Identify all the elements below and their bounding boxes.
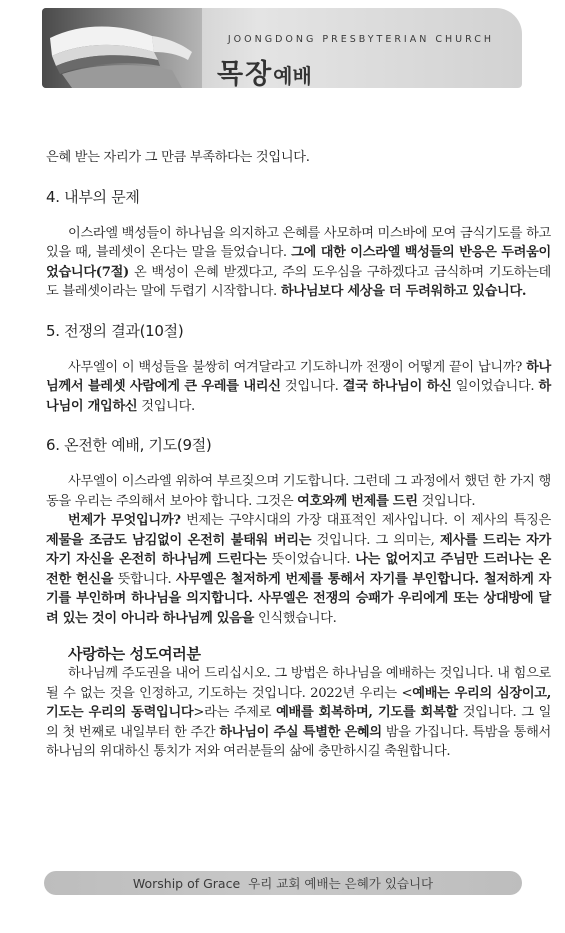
- section-5-heading: 5. 전쟁의 결과(10절): [46, 321, 184, 340]
- footer-banner: [44, 871, 522, 895]
- church-name: JOONGDONG PRESBYTERIAN CHURCH: [227, 34, 494, 45]
- page-title-sub: 예배: [273, 64, 312, 88]
- sermon-body: [46, 148, 551, 762]
- page-title-main: 목장: [217, 59, 274, 88]
- intro-line: 은혜 받는 자리가 그 만큼 부족하다는 것입니다.: [46, 150, 310, 165]
- section-4-paragraph: 이스라엘 백성들이 하나님을 의지하고 은혜를 사모하며 미스바에 모여 금식기도를 하고 있을 때, 블레셋이 온다는 말을 들었습니다. 그에 대한 이스라엘 백성들의 반응은 두려움이었습니다(7절) 온 백성이 은혜 받겠다고, 주의 도우심을 구하겠다고 금식하며 기도하는데도 블레셋이라는 말에 두렵기 시작합니다. 하나님보다 세상을 더 두려워하고 있습니다.: [46, 225, 551, 299]
- footer-english: Worship of Grace: [132, 875, 241, 891]
- closing-heading: 사랑하는 성도여러분: [68, 645, 201, 663]
- footer-korean: 우리 교회 예배는 은혜가 있습니다: [248, 876, 434, 891]
- closing-paragraph: 하나님께 주도권을 내어 드리십시오. 그 방법은 하나님을 예배하는 것입니다. 내 힘으로 될 수 없는 것을 인정하고, 기도하는 것입니다. 2022년 우리는 <예배는 우리의 심장이고, 기도는 우리의 동력입니다>라는 주제로 예배를 회복하며, 기도를 회복할 것입니다. 그 일의 첫 번째로 내일부터 한 주간 하나님이 주실 특별한 은혜의 밤을 가집니다. 특밤을 통해서 하나님의 위대하신 통치가 저와 여러분들의 삶에 충만하시길 축원합니다.: [46, 666, 552, 759]
- section-4-heading: 4. 내부의 문제: [46, 187, 140, 206]
- section-6-paragraph-1: 사무엘이 이스라엘 위하여 부르짖으며 기도합니다. 그런데 그 과정에서 했던 한 가지 행동을 우리는 주의해서 보아야 합니다. 그것은 여호와께 번제를 드린 것입니다.: [46, 474, 551, 509]
- section-6-paragraph-2: 번제가 무엇입니까? 번제는 구약시대의 가장 대표적인 제사입니다. 이 제사의 특징은 제물을 조금도 남김없이 온전히 불태워 버리는 것입니다. 그 의미는, 제사를 드리는 자가 자기 자신을 온전히 하나님께 드린다는 뜻이었습니다. 나는 없어지고 주님만 드러나는 온전한 헌신을 뜻합니다. 사무엘은 철저하게 번제를 통해서 자기를 부인합니다. 철저하게 자기를 부인하며 하나님을 의지합니다. 사무엘은 전쟁의 승패가 우리에게 또는 상대방에 달려 있는 것이 아니라 하나님께 있음을 인식했습니다.: [46, 513, 551, 626]
- open-bible-icon: [42, 8, 202, 88]
- header-banner: [42, 8, 522, 88]
- section-6-heading: 6. 온전한 예배, 기도(9절): [46, 436, 212, 454]
- page-title: [217, 52, 312, 88]
- section-5-paragraph: 사무엘이 이 백성들을 불쌍히 여겨달라고 기도하니까 전쟁이 어떻게 끝이 납니까? 하나님께서 블레셋 사람에게 큰 우레를 내리신 것입니다. 결국 하나님이 하신 일이었습니다. 하나님이 개입하신 것입니다.: [46, 359, 551, 414]
